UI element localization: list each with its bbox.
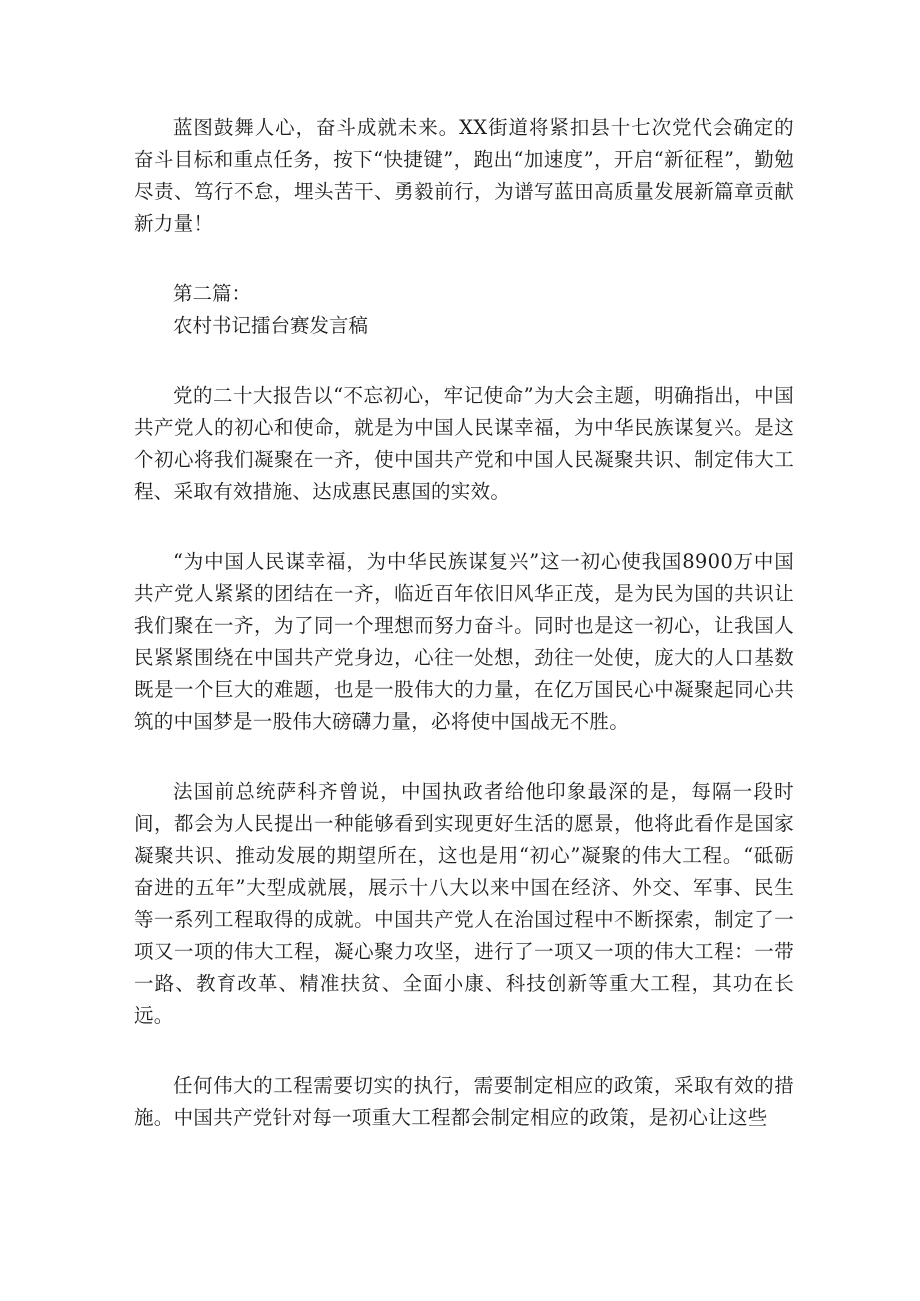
document-body (134, 112, 794, 1134)
paragraph-2: 党的二十大报告以“不忘初心，牢记使命”为大会主题，明确指出，中国共产党人的初心和使命，就是为中国人民谋幸福，为中华民族谋复兴。是这个初心将我们凝聚在一齐，使中国共产党和中国人民凝聚共识、制定伟大工程、采取有效措施、达成惠民惠国的实效。 (134, 384, 794, 503)
paragraph-spacer (134, 240, 794, 278)
paragraph-1: 蓝图鼓舞人心，奋斗成就未来。XX街道将紧扣县十七次党代会确定的奋斗目标和重点任务，按下“快捷键”，跑出“加速度”，开启“新征程”，勤勉尽责、笃行不怠，埋头苦干、勇毅前行，为谱写蓝田高质量发展新篇章贡献新力量！ (134, 116, 794, 235)
section-label: 第二篇： (173, 282, 252, 305)
paragraph-5: 任何伟大的工程需要切实的执行，需要制定相应的政策，采取有效的措施。中国共产党针对每一项重大工程都会制定相应的政策，是初心让这些 (134, 1074, 794, 1129)
paragraph-spacer (134, 342, 794, 380)
section-title: 农村书记擂台赛发言稿 (173, 314, 369, 337)
paragraph-spacer (134, 508, 794, 546)
paragraph-4: 法国前总统萨科齐曾说，中国执政者给他印象最深的是，每隔一段时间，都会为人民提出一种能够看到实现更好生活的愿景，他将此看作是国家凝聚共识、推动发展的期望所在，这也是用“初心”凝聚的伟大工程。“砥砺奋进的五年”大型成就展，展示十八大以来中国在经济、外交、军事、民生等一系列工程取得的成就。中国共产党人在治国过程中不断探索，制定了一项又一项的伟大工程，凝心聚力攻坚，进行了一项又一项的伟大工程：一带一路、教育改革、精准扶贫、全面小康、科技创新等重大工程，其功在长远。 (134, 780, 794, 1027)
paragraph-spacer (134, 1032, 794, 1070)
paragraph-spacer (134, 738, 794, 776)
paragraph-3: “为中国人民谋幸福，为中华民族谋复兴”这一初心使我国8900万中国共产党人紧紧的团结在一齐，临近百年依旧风华正茂，是为民为国的共识让我们聚在一齐，为了同一个理想而努力奋斗。同时也是这一初心，让我国人民紧紧围绕在中国共产党身边，心往一处想，劲往一处使，庞大的人口基数既是一个巨大的难题，也是一股伟大的力量，在亿万国民心中凝聚起同心共筑的中国梦是一股伟大磅礴力量，必将使中国战无不胜。 (134, 550, 794, 733)
